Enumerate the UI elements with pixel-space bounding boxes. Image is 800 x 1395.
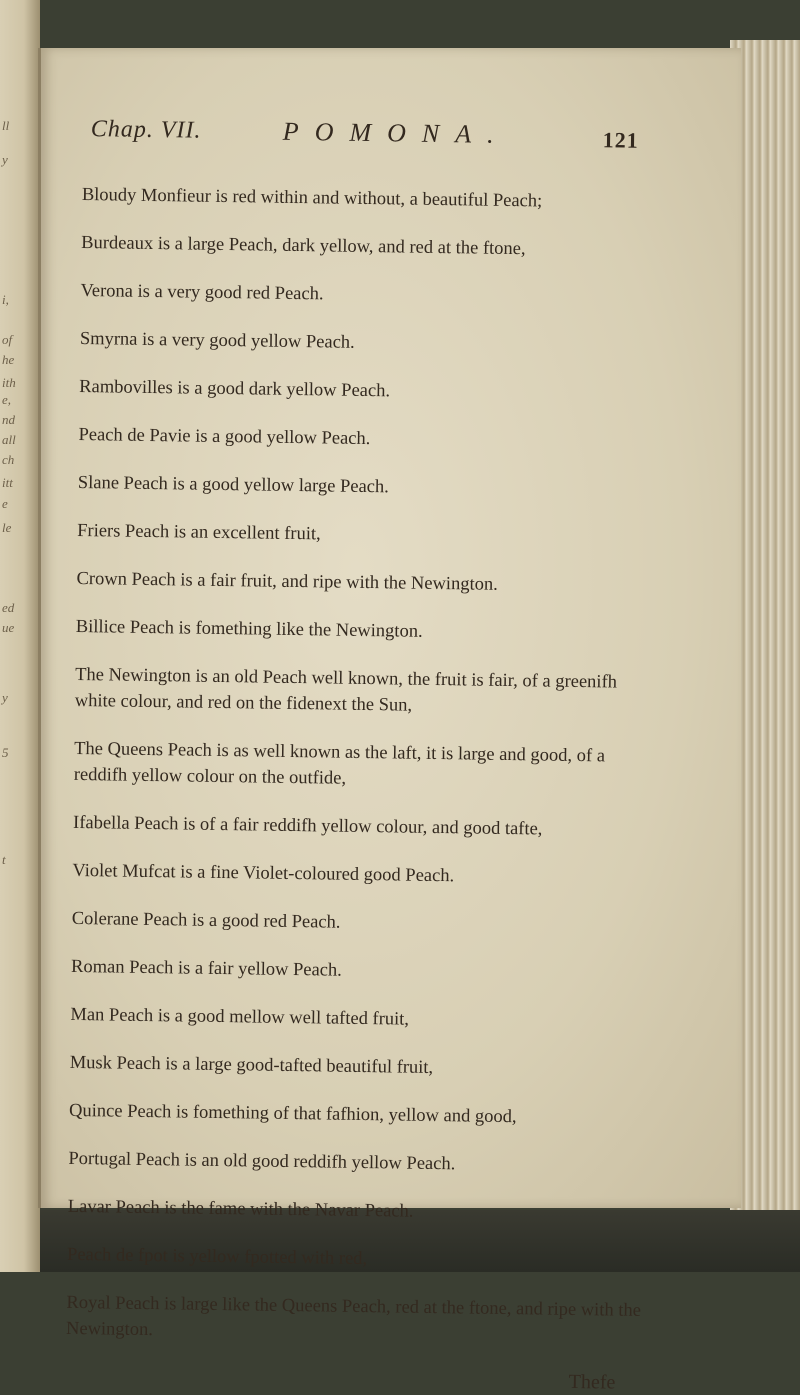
peach-entry: Smyrna is a very good yellow Peach. <box>79 328 355 353</box>
peach-entry: Man Peach is a good mellow well tafted fruit, <box>70 1004 410 1030</box>
peach-entry: The Queens Peach is as well known as the laft, it is large and good, of a reddifh yellow colour on the outfide, <box>73 738 606 789</box>
book-title: POMONA. <box>282 116 510 149</box>
catchword: Thefe <box>568 1370 616 1394</box>
peach-entry: Rambovilles is a good dark yellow Peach. <box>79 376 391 402</box>
peach-entry: Royal Peach is large like the Queens Peach, red at the ftone, and ripe with the Newington. <box>65 1292 642 1341</box>
peach-entry: Ifabella Peach is of a fair reddifh yellow colour, and good tafte, <box>72 812 543 840</box>
page-content <box>65 116 663 1395</box>
facing-page-fragment: of <box>2 332 13 347</box>
facing-page-fragment: itt <box>2 475 13 490</box>
facing-page-fragment: he <box>2 352 15 367</box>
facing-page-edge <box>0 0 40 1272</box>
peach-entry: Billice Peach is fomething like the Newington. <box>75 616 423 642</box>
chapter-heading: Chap. VII. <box>90 116 202 144</box>
peach-entry: The Newington is an old Peach well known, the fruit is fair, of a greenifh white colour, and red on the fidenext the Sun, <box>74 664 618 716</box>
peach-entry: Musk Peach is a large good-tafted beautiful fruit, <box>69 1052 434 1078</box>
facing-page-fragment: i, <box>2 292 9 307</box>
facing-page-fragment: ch <box>2 452 15 467</box>
facing-page-fragment: e <box>2 496 8 511</box>
peach-entry: Peach de Pavie is a good yellow Peach. <box>78 424 371 450</box>
peach-entry: Peach de fpot is yellow fpotted with red, <box>66 1244 368 1270</box>
facing-page-fragment: ue <box>2 620 15 635</box>
peach-entry: Slane Peach is a good yellow large Peach. <box>77 472 389 498</box>
facing-page-fragment: nd <box>2 412 15 427</box>
facing-page-fragment: t <box>2 852 6 867</box>
facing-page-fragment: e, <box>2 392 12 407</box>
peach-entry: Quince Peach is fomething of that fafhion, yellow and good, <box>68 1100 517 1128</box>
peach-entry: Lavar Peach is the fame with the Navar Peach. <box>67 1196 414 1222</box>
facing-page-fragment: 5 <box>2 745 9 760</box>
facing-page-fragment: le <box>2 520 12 535</box>
facing-page-fragment: ed <box>2 600 15 615</box>
facing-page-fragment: y <box>2 690 8 705</box>
book-page <box>38 48 741 1394</box>
running-header <box>82 116 663 164</box>
peach-entry: Bloudy Monfieur is red within and without, a beautiful Peach; <box>81 184 543 212</box>
facing-page-fragment: all <box>2 432 16 447</box>
peach-entry: Colerane Peach is a good red Peach. <box>71 908 341 933</box>
page-number: 121 <box>602 127 639 153</box>
facing-page-fragment: ll <box>2 118 10 133</box>
facing-page-fragment: ith <box>2 375 16 390</box>
peach-entry: Burdeaux is a large Peach, dark yellow, and red at the ftone, <box>81 232 526 260</box>
peach-entry: Friers Peach is an excellent fruit, <box>77 520 321 545</box>
peach-entry: Portugal Peach is an old good reddifh yellow Peach. <box>68 1148 456 1175</box>
peach-entry: Violet Mufcat is a fine Violet-coloured good Peach. <box>72 860 455 887</box>
facing-page-fragment: y <box>2 152 8 167</box>
peach-entry: Verona is a very good red Peach. <box>80 280 324 305</box>
peach-entry: Crown Peach is a fair fruit, and ripe with the Newington. <box>76 568 498 595</box>
peach-entry: Roman Peach is a fair yellow Peach. <box>70 956 342 981</box>
